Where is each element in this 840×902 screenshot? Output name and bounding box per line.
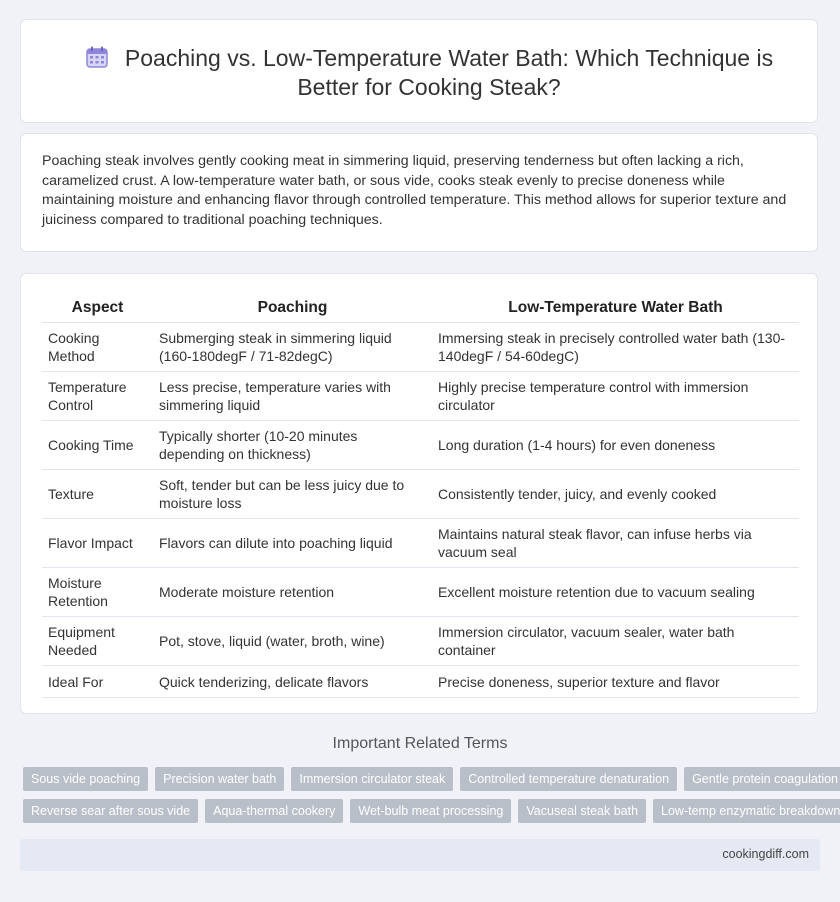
cell-water-bath: Immersing steak in precisely controlled water bath (130-140degF / 54-60degC) [432, 323, 799, 372]
cell-poaching: Flavors can dilute into poaching liquid [153, 519, 432, 568]
related-term-tag[interactable]: Low-temp enzymatic breakdown [653, 799, 840, 823]
comparison-table [42, 294, 799, 698]
table-row [42, 470, 799, 519]
related-term-tag[interactable]: Reverse sear after sous vide [23, 799, 198, 823]
cell-water-bath: Highly precise temperature control with immersion circulator [432, 372, 799, 421]
table-header-row [42, 294, 799, 323]
cell-poaching: Less precise, temperature varies with simmering liquid [153, 372, 432, 421]
cell-aspect: Cooking Time [42, 421, 153, 470]
related-terms-list [23, 767, 840, 831]
related-term-tag[interactable]: Immersion circulator steak [291, 767, 453, 791]
table-row [42, 568, 799, 617]
table-row [42, 617, 799, 666]
cell-aspect: Temperature Control [42, 372, 153, 421]
header-aspect: Aspect [42, 294, 153, 323]
cell-poaching: Pot, stove, liquid (water, broth, wine) [153, 617, 432, 666]
related-term-tag[interactable]: Precision water bath [155, 767, 284, 791]
cell-water-bath: Excellent moisture retention due to vacuum sealing [432, 568, 799, 617]
cell-poaching: Submerging steak in simmering liquid (160-180degF / 71-82degC) [153, 323, 432, 372]
table-row [42, 519, 799, 568]
cell-aspect: Flavor Impact [42, 519, 153, 568]
header-poaching: Poaching [153, 294, 432, 323]
page-title [61, 44, 797, 102]
cell-water-bath: Consistently tender, juicy, and evenly cooked [432, 470, 799, 519]
tag-row [23, 767, 839, 791]
cell-poaching: Soft, tender but can be less juicy due to moisture loss [153, 470, 432, 519]
page-title-text: Poaching vs. Low-Temperature Water Bath: Which Technique is Better for Cooking Steak? [124, 45, 774, 100]
cell-aspect: Ideal For [42, 666, 153, 698]
related-terms-title: Important Related Terms [332, 735, 508, 752]
related-term-tag[interactable]: Gentle protein coagulation [684, 767, 840, 791]
table-row [42, 372, 799, 421]
related-term-tag[interactable]: Controlled temperature denaturation [460, 767, 677, 791]
cell-aspect: Equipment Needed [42, 617, 153, 666]
cell-water-bath: Long duration (1-4 hours) for even doneness [432, 421, 799, 470]
table-row [42, 666, 799, 698]
tag-row [23, 799, 840, 823]
footer-site-link[interactable]: cookingdiff.com [722, 847, 809, 861]
intro-paragraph: Poaching steak involves gently cooking meat in simmering liquid, preserving tenderness but often lacking a rich, caramelized crust. A low-temperature water bath, or sous vide, cooks steak evenly to precise doneness while maintaining moisture and enhancing flavor through controlled temperature. This method allows for superior texture and juiciness compared to traditional poaching techniques. [42, 153, 787, 228]
title-card [20, 19, 818, 123]
table-row [42, 421, 799, 470]
footer [20, 839, 820, 871]
header-water-bath: Low-Temperature Water Bath [432, 294, 799, 323]
cell-aspect: Cooking Method [42, 323, 153, 372]
cell-poaching: Moderate moisture retention [153, 568, 432, 617]
related-term-tag[interactable]: Sous vide poaching [23, 767, 148, 791]
related-term-tag[interactable]: Vacuseal steak bath [518, 799, 646, 823]
cell-water-bath: Maintains natural steak flavor, can infuse herbs via vacuum seal [432, 519, 799, 568]
table-row [42, 323, 799, 372]
cell-aspect: Texture [42, 470, 153, 519]
related-term-tag[interactable]: Wet-bulb meat processing [350, 799, 511, 823]
cell-aspect: Moisture Retention [42, 568, 153, 617]
comparison-card [20, 273, 818, 714]
calendar-icon [85, 45, 109, 69]
cell-poaching: Quick tenderizing, delicate flavors [153, 666, 432, 698]
cell-water-bath: Precise doneness, superior texture and flavor [432, 666, 799, 698]
cell-water-bath: Immersion circulator, vacuum sealer, water bath container [432, 617, 799, 666]
related-term-tag[interactable]: Aqua-thermal cookery [205, 799, 343, 823]
intro-card [20, 133, 818, 252]
cell-poaching: Typically shorter (10-20 minutes depending on thickness) [153, 421, 432, 470]
